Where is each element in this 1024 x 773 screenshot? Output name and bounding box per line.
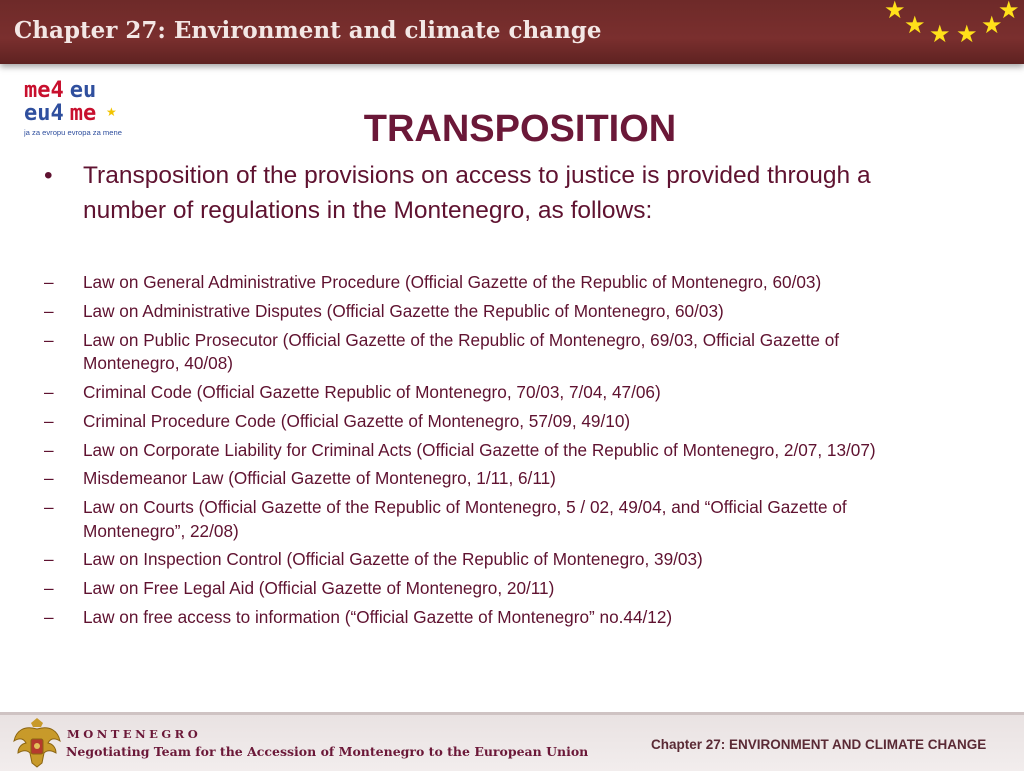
dash-icon: – [44,578,54,599]
list-item-text: Law on Public Prosecutor (Official Gazette of the Republic of Montenegro, 69/03, Official Gazette of Montenegro, 40/08) [83,329,840,374]
list-item-text: Law on Free Legal Aid (Official Gazette of Montenegro, 20/11) [83,578,555,599]
footer-team: Negotiating Team for the Accession of Montenegro to the European Union [66,744,589,759]
dash-icon: – [44,300,54,321]
dash-icon: – [44,468,54,489]
list-item [44,271,944,295]
list-item-text: Law on Inspection Control (Official Gazette of the Republic of Montenegro, 39/03) [83,549,703,570]
bullet-icon: • [44,162,53,189]
list-item-text: Law on Administrative Disputes (Official Gazette the Republic of Montenegro, 60/03) [83,300,724,321]
lead-text: Transposition of the provisions on access to justice is provided through a number of regulations in the Montenegro, as follows: [83,162,871,224]
coat-of-arms-icon [12,717,62,769]
list-item-text: Law on free access to information (“Official Gazette of Montenegro” no.44/12) [83,607,673,627]
list-item [44,548,944,572]
list-item [44,439,944,463]
list-item [44,410,944,434]
list-item-text: Criminal Procedure Code (Official Gazette of Montenegro, 57/09, 49/10) [83,410,631,431]
list-item-text: Law on Courts (Official Gazette of the Republic of Montenegro, 5 / 02, 49/04, and “Official Gazette of Montenegro”, 22/08) [83,497,847,541]
dash-icon: – [44,607,54,627]
dash-icon: – [44,329,54,350]
dash-icon: – [44,439,54,460]
list-item [44,577,944,601]
regulations-list [44,271,944,635]
list-item [44,496,944,543]
list-item [44,300,944,324]
slide-title: TRANSPOSITION [363,108,677,150]
footer-country: MONTENEGRO [67,727,202,741]
header-bar: Chapter 27: Environment and climate change ★ ★ ★ ★ ★ ★ [0,0,1024,64]
list-item [44,467,944,491]
footer-bar [0,712,1024,771]
svg-text:me4eu: me4 eu [24,78,97,103]
list-item-text: Law on General Administrative Procedure (Official Gazette of the Republic of Montenegro, 60/03) [83,272,822,292]
list-item [44,381,944,405]
dash-icon: – [44,381,54,402]
list-item-text: Law on Corporate Liability for Criminal Acts (Official Gazette of the Republic of Montenegro, 2/07, 13/07) [83,439,876,460]
list-item [44,329,944,376]
dash-icon: – [44,272,54,292]
dash-icon: – [44,497,54,518]
svg-text:ja za evropu evropa za mene: ja za evropu evropa za mene [24,128,122,137]
footer-chapter: Chapter 27: ENVIRONMENT AND CLIMATE CHANGE [651,737,987,752]
list-item [44,606,944,630]
svg-text:★: ★ [106,105,117,119]
svg-text:eu4me: eu4 me [24,101,97,126]
dash-icon: – [44,410,54,431]
header-title: Chapter 27: Environment and climate change [14,17,602,44]
list-item-text: Criminal Code (Official Gazette Republic of Montenegro, 70/03, 7/04, 47/06) [83,381,661,402]
dash-icon: – [44,549,54,570]
list-item-text: Misdemeanor Law (Official Gazette of Montenegro, 1/11, 6/11) [83,468,556,489]
